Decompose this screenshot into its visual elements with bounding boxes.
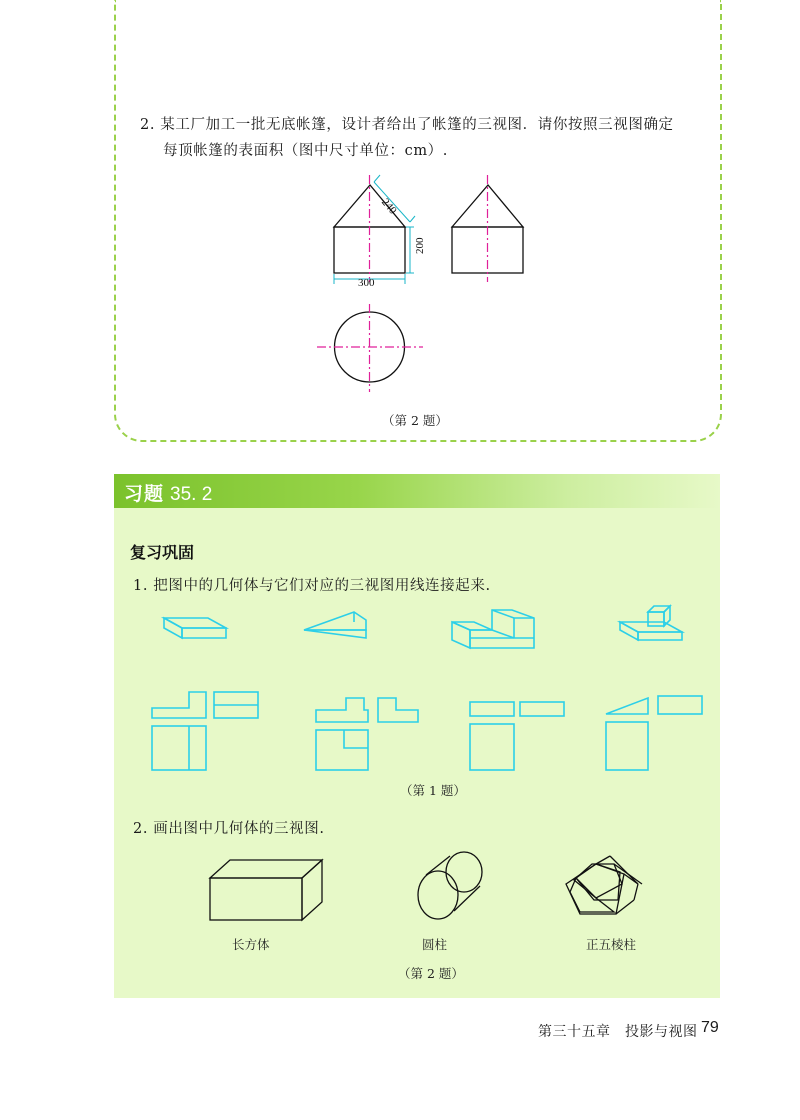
views-set-2 — [316, 698, 418, 770]
slant-dim-label: 240 — [379, 196, 399, 217]
page-number: 79 — [701, 1019, 719, 1036]
cylinder-solid — [418, 852, 482, 919]
cuboid-solid — [210, 860, 322, 920]
views-set-3 — [470, 702, 564, 770]
problem-text-line2: 每顶帐篷的表面积（图中尺寸单位：cm）. — [163, 143, 448, 159]
views-set-4 — [606, 696, 702, 770]
problem-text-line1: 2. 某工厂加工一批无底帐篷，设计者给出了帐篷的三视图．请你按照三视图确定 — [140, 117, 674, 133]
solid-label-cylinder: 圆柱 — [422, 937, 448, 952]
slab-with-cube-solid — [620, 606, 682, 640]
l-block-solid — [452, 610, 534, 648]
pentagonal-prism-solid — [566, 856, 642, 914]
exercise-header — [114, 474, 720, 508]
views-set-1 — [152, 692, 258, 770]
solid-label-pentagonal-prism: 正五棱柱 — [586, 937, 637, 952]
exercise-panel — [114, 474, 720, 998]
front-view — [334, 175, 415, 284]
exercise-title — [124, 479, 212, 506]
figure-caption-q2: （第 2 题） — [398, 966, 464, 981]
question-2-text: 2. 画出图中几何体的三视图. — [133, 821, 325, 837]
width-dim-label: 300 — [358, 277, 375, 289]
tent-three-views-diagram — [300, 170, 560, 410]
question-1-text: 1. 把图中的几何体与它们对应的三视图用线连接起来. — [133, 578, 491, 594]
top-view — [317, 304, 423, 392]
chapter-footer: 第三十五章 投影与视图 — [538, 1024, 698, 1040]
side-view — [452, 175, 523, 282]
slab-solid — [164, 618, 226, 638]
q2-solids — [194, 850, 664, 936]
wedge-solid — [304, 612, 366, 638]
exercise-label: 习题 — [124, 484, 165, 505]
solid-label-cuboid: 长方体 — [232, 937, 270, 952]
figure-caption-top: （第 2 题） — [382, 413, 448, 428]
exercise-number: 35. 2 — [170, 484, 213, 505]
height-dim-label: 200 — [414, 237, 426, 254]
section-title: 复习巩固 — [130, 543, 195, 562]
q1-three-views — [144, 686, 714, 786]
q1-solids — [154, 600, 694, 660]
figure-caption-q1: （第 1 题） — [400, 783, 466, 798]
